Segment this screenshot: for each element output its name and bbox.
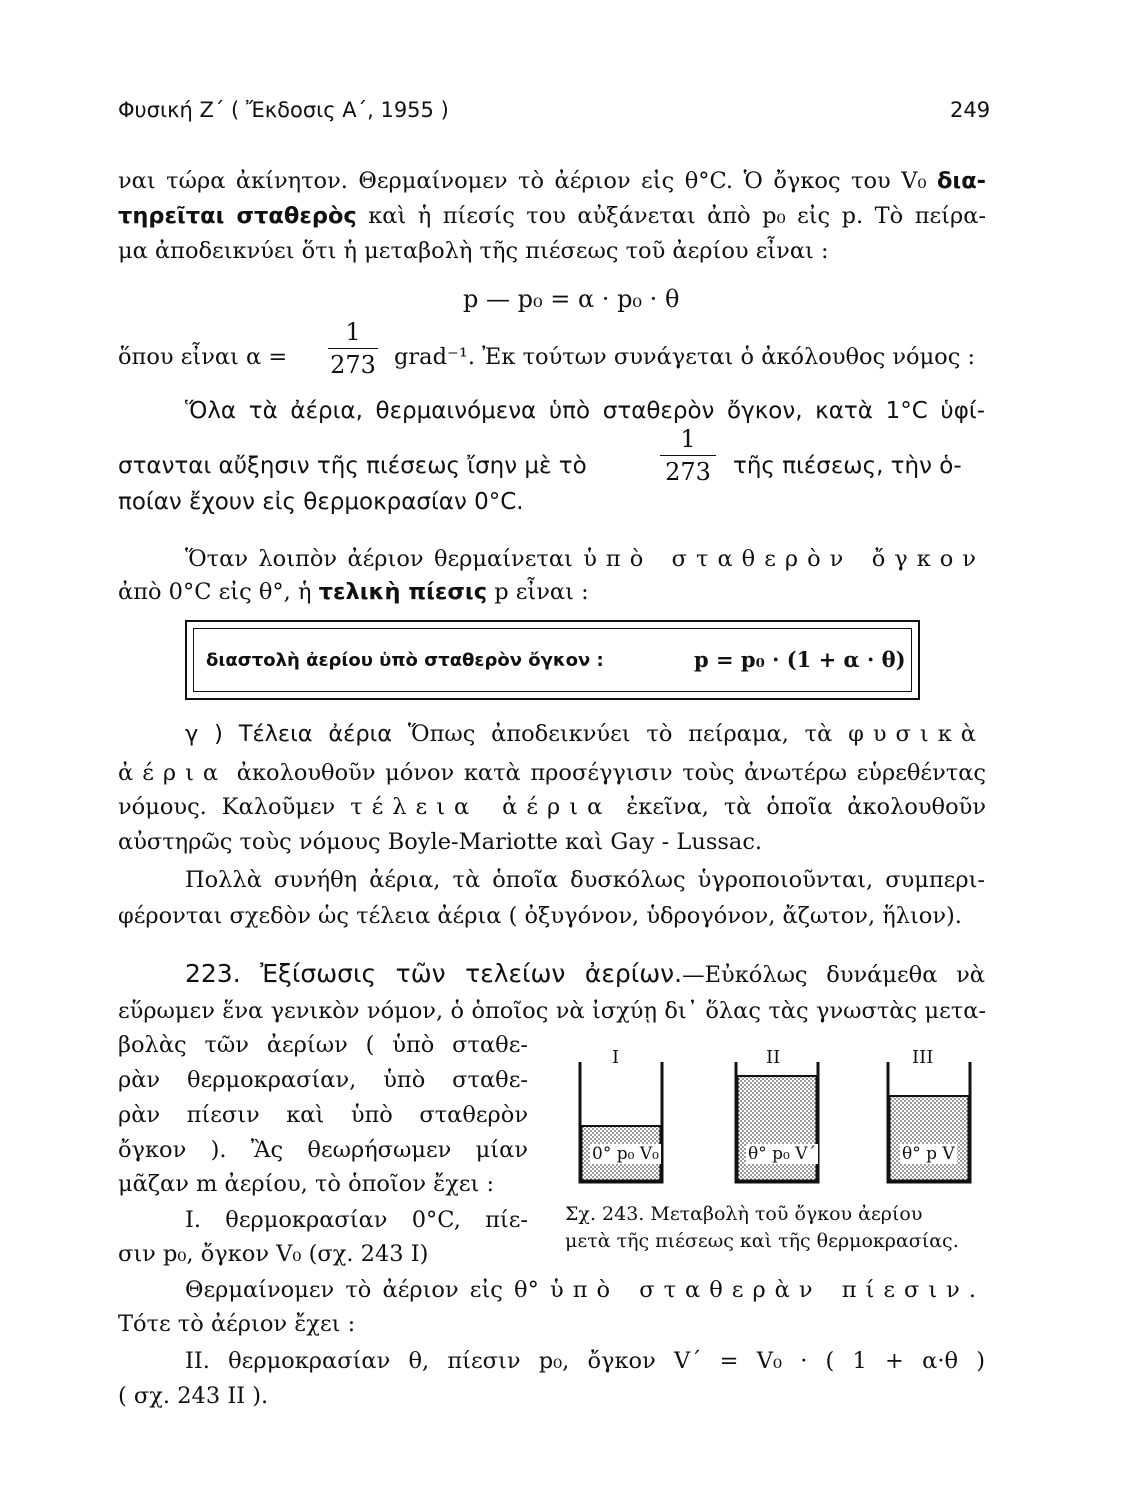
running-title: Φυσική Ζ΄ ( Ἔκδοσις Α΄, 1955 )	[118, 98, 449, 122]
gas-state-label: θ° p V	[902, 1144, 955, 1164]
vessel-II	[736, 1062, 818, 1182]
gas-state-label: 0° p₀ V₀	[592, 1144, 659, 1164]
text-line: σιν p₀, ὄγκον V₀ (σχ. 243 I)	[118, 1241, 429, 1267]
vessel-label: II	[766, 1047, 781, 1068]
text-line: βολὰς τῶν ἀερίων ( ὑπὸ σταθε-	[118, 1032, 528, 1058]
fraction-denominator: 273	[665, 458, 711, 486]
fraction-denominator: 273	[330, 351, 376, 379]
fraction-1-273	[328, 318, 378, 379]
text-line: II. θερμοκρασίαν θ, πίεσιν p₀, ὄγκον V΄ = V₀ · ( 1 + α·θ )	[185, 1348, 985, 1374]
law-statement: Ὅλα τὰ ἀέρια, θερμαινόμενα ὑπὸ σταθερὸν ὄγκον, κατὰ 1°C ὑφί-	[185, 398, 985, 424]
text-line: Θερμαίνομεν τὸ ἀέριον εἰς θ° ὑπὸ σταθερὰν πίεσιν.	[185, 1277, 985, 1303]
law-statement: ποίαν ἔχουν εἰς θερμοκρασίαν 0°C.	[118, 489, 524, 515]
text-line: ἀέρια ἀκολουθοῦν μόνον κατὰ προσέγγισιν τοὺς ἀνωτέρω εὑρεθέντας	[118, 760, 986, 786]
piston-gas-III	[890, 1096, 969, 1181]
text-line: τηρεῖται σταθερὸς καὶ ἡ πίεσίς του αὐξάνεται ἀπὸ p₀ εἰς p. Τὸ πείρα-	[118, 203, 986, 229]
fraction-1-273	[660, 425, 716, 486]
text-line: Τότε τὸ ἀέριον ἔχει :	[118, 1311, 356, 1337]
vessel-label: I	[612, 1047, 620, 1068]
figure-caption: Σχ. 243. Μεταβολὴ τοῦ ὄγκου ἀερίου	[565, 1203, 923, 1225]
vessel-label: III	[912, 1047, 934, 1068]
vessel-I	[580, 1062, 662, 1182]
text-line: μα ἀποδεικνύει ὅτι ἡ μεταβολὴ τῆς πιέσεως τοῦ ἀερίου εἶναι :	[118, 238, 829, 264]
gas-state-label: θ° p₀ V΄	[748, 1144, 817, 1164]
text-line: ρὰν πίεσιν καὶ ὑπὸ σταθερὸν	[118, 1102, 528, 1128]
text-line: γ ) Τέλεια ἀέρια Ὅπως ἀποδεικνύει τὸ πείραμα, τὰ φυσικὰ	[185, 721, 985, 747]
equation: p — p₀ = α · p₀ · θ	[463, 285, 680, 313]
formula-box-formula: p = p₀ · (1 + α · θ)	[694, 647, 906, 672]
formula-box	[185, 620, 920, 700]
text-line: εὕρωμεν ἕνα γενικὸν νόμον, ὁ ὁποῖος νὰ ἰσχύῃ δι᾿ ὅλας τὰς γνωστὰς μετα-	[118, 998, 986, 1024]
text-line: ρὰν θερμοκρασίαν, ὑπὸ σταθε-	[118, 1067, 528, 1093]
page-number: 249	[950, 98, 991, 122]
text-line: ὄγκον ). Ἂς θεωρήσωμεν μίαν	[118, 1137, 528, 1163]
figure-caption: μετὰ τῆς πιέσεως καὶ τῆς θερμοκρασίας.	[565, 1230, 959, 1252]
section-heading: 223. Ἐξίσωσις τῶν τελείων ἀερίων.	[185, 959, 683, 988]
vessel-III	[888, 1062, 970, 1182]
text-line: ( σχ. 243 II ).	[118, 1383, 269, 1409]
text-line: ναι τώρα ἀκίνητον. Θερμαίνομεν τὸ ἀέριον εἰς θ°C. Ὁ ὄγκος του V₀ δια-	[118, 168, 986, 194]
section-heading-line: 223. Ἐξίσωσις τῶν τελείων ἀερίων.—Εὐκόλως δυνάμεθα νὰ	[185, 959, 986, 988]
text-line: φέρονται σχεδὸν ὡς τέλεια ἀέρια ( ὀξυγόνον, ὑδρογόνον, ἄζωτον, ἥλιον).	[118, 903, 962, 929]
text-line: νόμους. Καλοῦμεν τέλεια ἀέρια ἐκεῖνα, τὰ ὁποῖα ἀκολουθοῦν	[118, 794, 987, 820]
text-line: grad⁻¹. Ἐκ τούτων συνάγεται ὁ ἀκόλουθος νόμος :	[394, 344, 976, 370]
text-line: μᾶζαν m ἀερίου, τὸ ὁποῖον ἔχει :	[118, 1171, 495, 1197]
piston-gas-II	[738, 1076, 817, 1181]
text-line: Ὅταν λοιπὸν ἀέριον θερμαίνεται ὑπὸ σταθερὸν ὄγκον	[185, 546, 985, 572]
fraction-numerator: 1	[680, 425, 696, 453]
text-line: ἀπὸ 0°C εἰς θ°, ἡ τελικὴ πίεσις p εἶναι :	[118, 579, 589, 605]
formula-box-label: διαστολὴ ἀερίου ὑπὸ σταθερὸν ὄγκον :	[206, 650, 604, 671]
law-statement: στανται αὔξησιν τῆς πιέσεως ἴσην μὲ τὸ	[118, 453, 587, 479]
fraction-numerator: 1	[345, 318, 361, 346]
law-statement: τῆς πιέσεως, τὴν ὁ-	[733, 453, 962, 479]
text-line: ὅπου εἶναι α =	[118, 344, 288, 370]
text-line: I. θερμοκρασίαν 0°C, πίε-	[185, 1207, 528, 1233]
text-line: Πολλὰ συνήθη ἀέρια, τὰ ὁποῖα δυσκόλως ὑγροποιοῦνται, συμπερι-	[185, 867, 985, 893]
text-line: αὐστηρῶς τοὺς νόμους Boyle-Mariotte καὶ Gay - Lussac.	[118, 829, 763, 855]
